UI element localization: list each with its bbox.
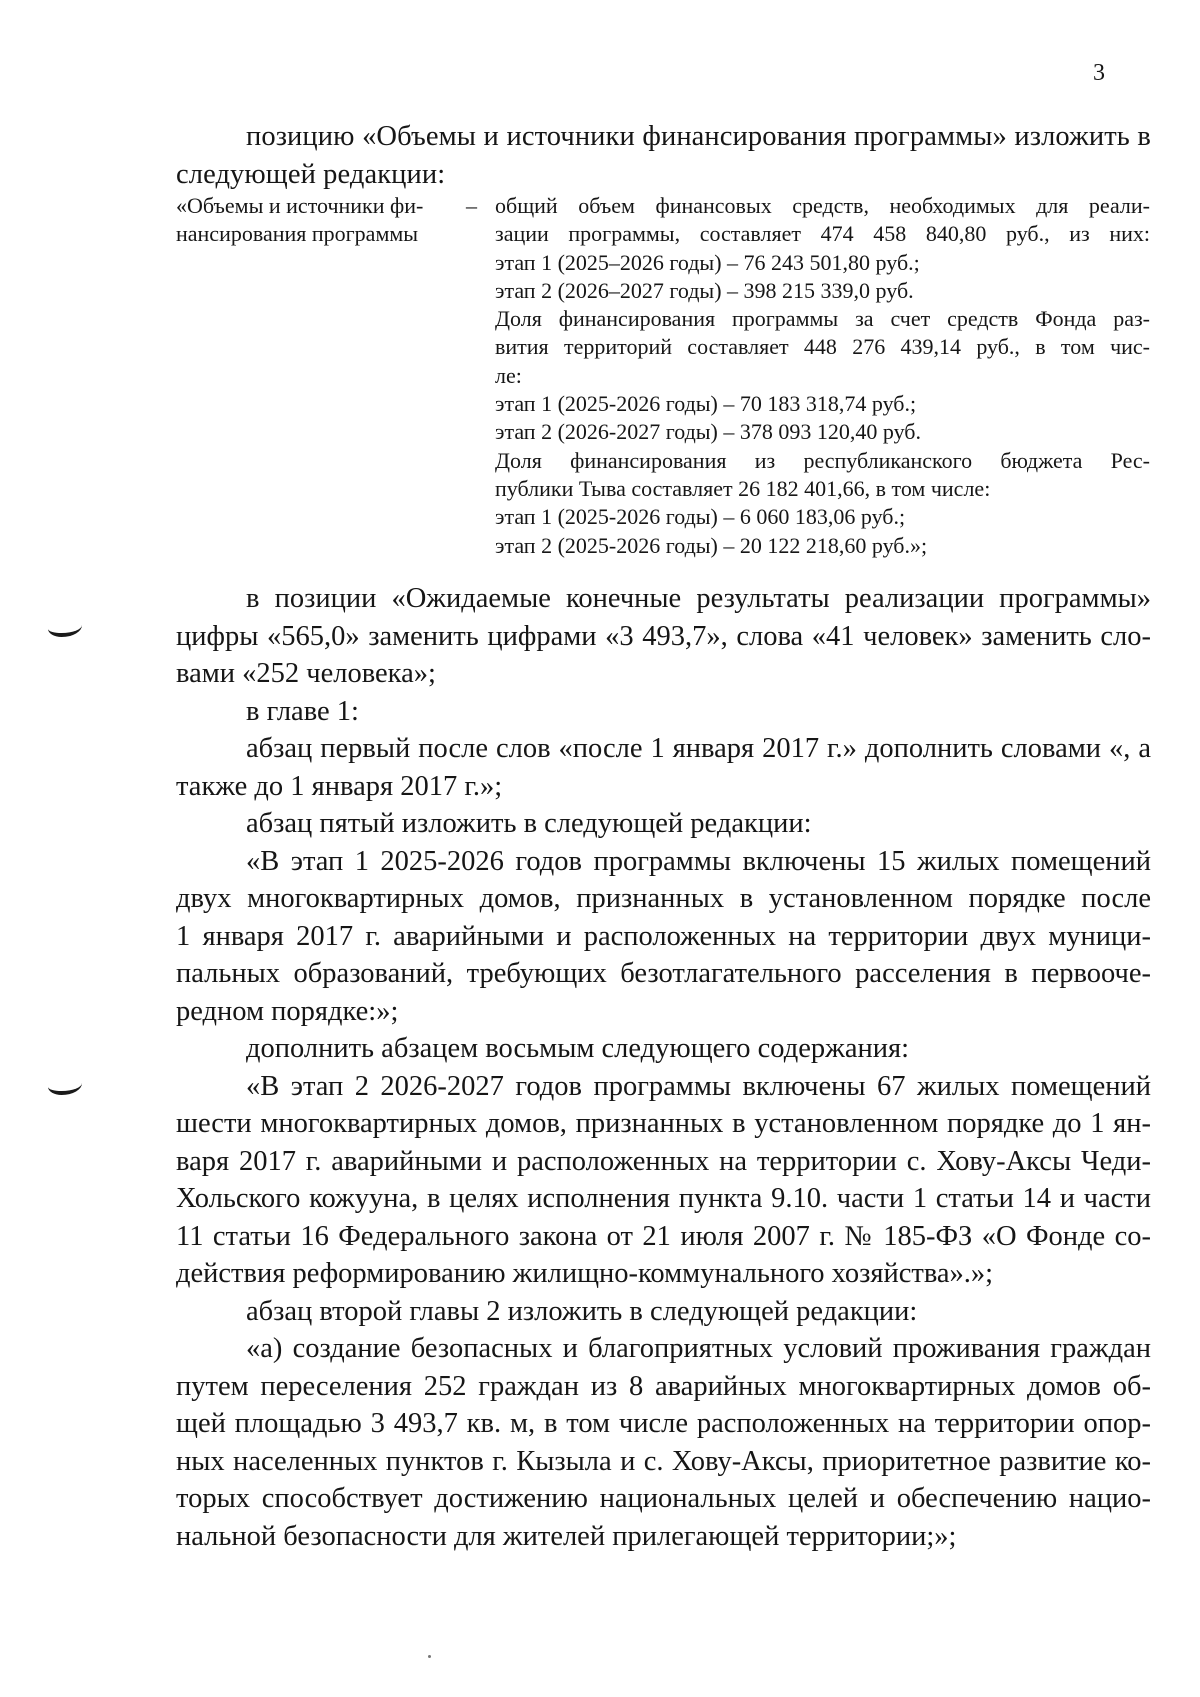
- paragraph-line: абзац второй главы 2 изложить в следующей редакции:: [246, 1295, 918, 1327]
- paragraph-line: действия реформированию жилищно-коммунального хозяйства».»;: [176, 1258, 994, 1289]
- finance-value-line: этап 1 (2025–2026 годы) – 76 243 501,80 руб.;: [495, 249, 920, 275]
- finance-label-line-2: нансирования программы: [176, 221, 419, 247]
- paragraph-line: пальных образований, требующих безотлагательного расселения в первооче-: [176, 958, 1151, 989]
- paragraph: [176, 1330, 1151, 1555]
- paragraph-line: «В этап 2 2026-2027 годов программы включены 67 жилых помещений: [246, 1070, 1151, 1102]
- finance-label-line-1: «Объемы и источники фи-: [176, 193, 424, 218]
- paragraph-line: шести многоквартирных домов, признанных в установленном порядке до 1 ян-: [176, 1108, 1151, 1139]
- scan-speck: [428, 1655, 431, 1658]
- finance-value-line: этап 2 (2026–2027 годы) – 398 215 339,0 руб.: [495, 277, 914, 303]
- paragraph-line: цифры «565,0» заменить цифрами «3 493,7», слова «41 человек» заменить сло-: [176, 620, 1151, 652]
- paragraph: [176, 730, 1151, 805]
- finance-value-line: зации программы, составляет 474 458 840,80 руб., из них:: [495, 221, 1150, 247]
- finance-value-line: этап 2 (2025-2026 годы) – 20 122 218,60 руб.»;: [495, 532, 928, 558]
- paragraph-line: в главе 1:: [246, 695, 359, 727]
- main-text: [176, 580, 1151, 1555]
- paragraph-line: двух многоквартирных домов, признанных в установленном порядке после: [176, 883, 1151, 914]
- intro-paragraph: [176, 118, 1151, 193]
- intro-line-1: позицию «Объемы и источники финансирования программы» изложить в: [246, 121, 1151, 152]
- finance-value-line: общий объем финансовых средств, необходимых для реали-: [495, 193, 1150, 218]
- paragraph-line: в позиции «Ожидаемые конечные результаты реализации программы»: [246, 583, 1151, 614]
- margin-mark-1: [48, 617, 82, 637]
- margin-mark-2: [48, 1075, 82, 1095]
- paragraph-line: варя 2017 г. аварийными и расположенных на территории с. Хову-Аксы Чеди-: [176, 1145, 1151, 1177]
- paragraph-line: нальной безопасности для жителей прилегающей территории;»;: [176, 1520, 957, 1552]
- finance-value-line: этап 2 (2026-2027 годы) – 378 093 120,40 руб.: [495, 419, 921, 445]
- paragraph-line: ных населенных пунктов г. Кызыла и с. Хову-Аксы, приоритетное развитие ко-: [176, 1445, 1151, 1477]
- paragraph: [176, 1293, 1151, 1331]
- finance-value-line: публики Тыва составляет 26 182 401,66, в том числе:: [495, 475, 991, 501]
- paragraph-line: 11 статьи 16 Федерального закона от 21 июля 2007 г. № 185-ФЗ «О Фонде со-: [176, 1220, 1151, 1252]
- finance-value-line: этап 1 (2025-2026 годы) – 70 183 318,74 руб.;: [495, 391, 917, 417]
- paragraph: [176, 1068, 1151, 1293]
- paragraph: [176, 580, 1151, 693]
- finance-table-dash: –: [466, 193, 477, 218]
- finance-value-line: Доля финансирования из республиканского бюджета Рес-: [495, 447, 1150, 473]
- finance-value-line: ле:: [495, 362, 522, 388]
- paragraph-line: также до 1 января 2017 г.»;: [176, 770, 503, 802]
- paragraph-line: щей площадью 3 493,7 кв. м, в том числе расположенных на территории опор-: [176, 1408, 1151, 1439]
- paragraph-line: торых способствует достижению национальных целей и обеспечению нацио-: [176, 1483, 1151, 1514]
- paragraph-line: «В этап 1 2025-2026 годов программы включены 15 жилых помещений: [246, 845, 1151, 877]
- paragraph-line: абзац первый после слов «после 1 января 2017 г.» дополнить словами «, а: [246, 733, 1151, 764]
- paragraph-line: 1 января 2017 г. аварийными и расположенных на территории двух муници-: [176, 920, 1151, 952]
- paragraph: [176, 693, 1151, 731]
- paragraph-line: редном порядке:»;: [176, 995, 399, 1027]
- intro-line-2: следующей редакции:: [176, 158, 446, 190]
- finance-table-values: [495, 192, 1150, 560]
- paragraph-line: путем переселения 252 граждан из 8 аварийных многоквартирных домов об-: [176, 1370, 1151, 1402]
- paragraph-line: вами «252 человека»;: [176, 658, 436, 689]
- paragraph: [176, 843, 1151, 1031]
- finance-value-line: Доля финансирования программы за счет средств Фонда раз-: [495, 306, 1150, 332]
- paragraph-line: Хольского кожууна, в целях исполнения пункта 9.10. части 1 статьи 14 и части: [176, 1183, 1151, 1214]
- finance-value-line: вития территорий составляет 448 276 439,14 руб., в том чис-: [495, 334, 1150, 360]
- paragraph-line: дополнить абзацем восьмым следующего содержания:: [246, 1033, 910, 1064]
- paragraph-line: «а) создание безопасных и благоприятных условий проживания граждан: [246, 1333, 1151, 1364]
- page-number: 3: [1093, 60, 1105, 86]
- paragraph: [176, 1030, 1151, 1068]
- paragraph-line: абзац пятый изложить в следующей редакции:: [246, 808, 812, 839]
- finance-table-label: [176, 192, 446, 249]
- paragraph: [176, 805, 1151, 843]
- finance-value-line: этап 1 (2025-2026 годы) – 6 060 183,06 руб.;: [495, 504, 906, 530]
